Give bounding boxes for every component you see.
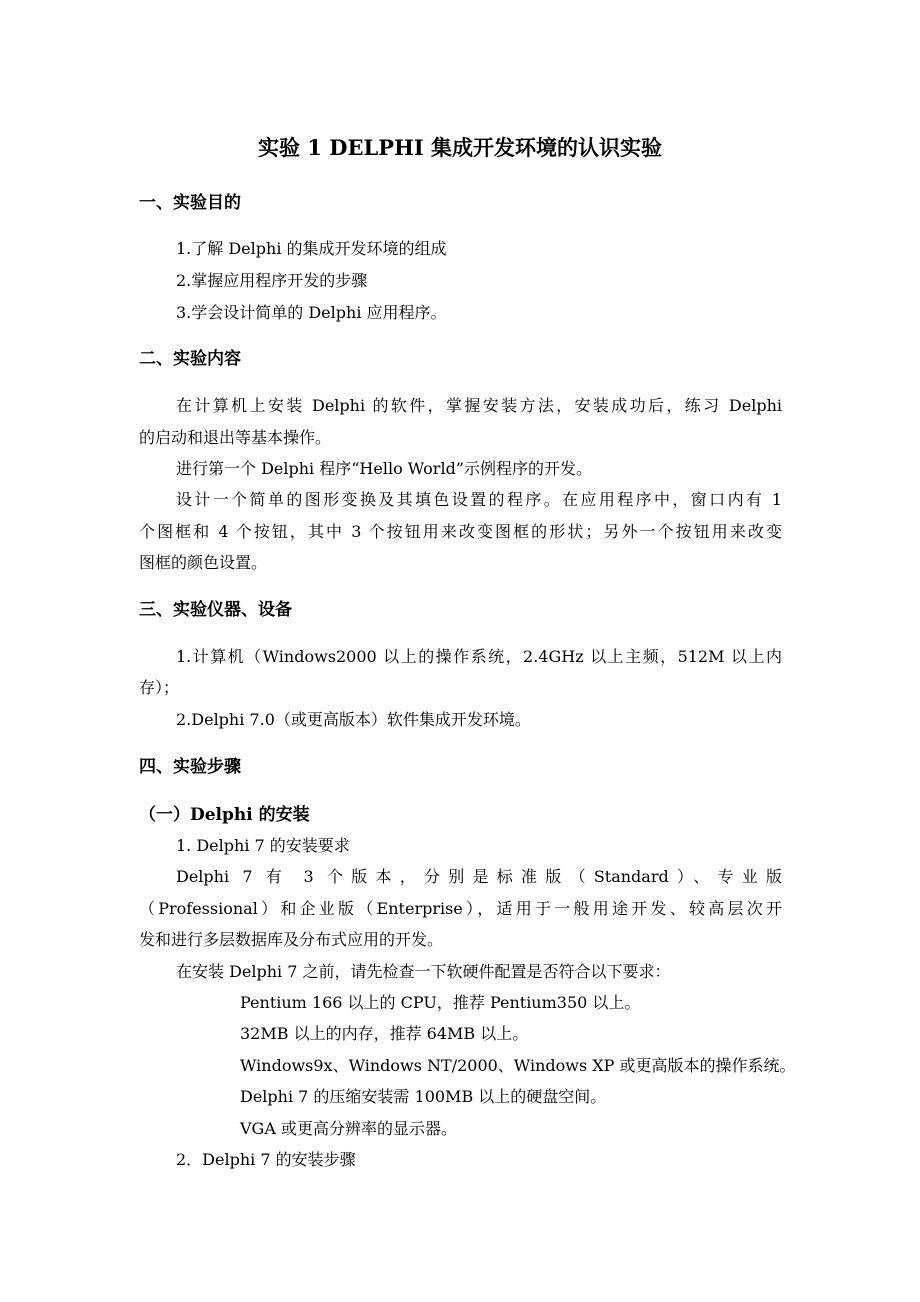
section-heading-purpose: 一、实验目的: [139, 193, 241, 213]
section-heading-steps: 四、实验步骤: [139, 757, 241, 777]
content-paragraph-2: 进行第一个 Delphi 程序“Hello World”示例程序的开发。: [176, 459, 592, 478]
equipment-item-1-line-1: 1.计算机（Windows2000 以上的操作系统，2.4GHz 以上主频，512M 以上内: [176, 647, 782, 666]
step-1-title: 1. Delphi 7 的安装要求: [176, 836, 350, 855]
requirement-item-1: Pentium 166 以上的 CPU，推荐 Pentium350 以上。: [240, 993, 641, 1012]
section-heading-content: 二、实验内容: [139, 349, 241, 369]
requirement-item-3: Windows9x、Windows NT/2000、Windows XP 或更高版本的操作系统。: [240, 1056, 796, 1075]
equipment-item-2: 2.Delphi 7.0（或更高版本）软件集成开发环境。: [176, 710, 531, 729]
content-paragraph-3-line-3: 图框的颜色设置。: [139, 553, 268, 572]
subsection-heading-install: （一）Delphi 的安装: [139, 805, 310, 825]
step-1-paragraph-1-line-2: （Professional）和企业版（Enterprise），适用于一般用途开发、较高层次开: [139, 899, 782, 918]
document-title: 实验 1 DELPHI 集成开发环境的认识实验: [258, 135, 662, 160]
step-2-title: 2．Delphi 7 的安装步骤: [176, 1150, 356, 1169]
purpose-item-3: 3.学会设计简单的 Delphi 应用程序。: [176, 303, 447, 322]
requirement-item-5: VGA 或更高分辨率的显示器。: [240, 1119, 457, 1138]
content-paragraph-3-line-2: 个图框和 4 个按钮，其中 3 个按钮用来改变图框的形状；另外一个按钮用来改变: [139, 522, 782, 541]
content-paragraph-1-line-2: 的启动和退出等基本操作。: [139, 428, 332, 447]
step-1-paragraph-1-line-3: 发和进行多层数据库及分布式应用的开发。: [139, 930, 444, 949]
requirement-item-4: Delphi 7 的压缩安装需 100MB 以上的硬盘空间。: [240, 1087, 607, 1106]
equipment-item-1-line-2: 存）；: [139, 678, 180, 697]
content-paragraph-3-line-1: 设计一个简单的图形变换及其填色设置的程序。在应用程序中，窗口内有 1: [176, 490, 782, 509]
step-1-paragraph-2: 在安装 Delphi 7 之前，请先检查一下软硬件配置是否符合以下要求：: [176, 962, 671, 981]
purpose-item-2: 2.掌握应用程序开发的步骤: [176, 271, 368, 290]
step-1-paragraph-1-line-1: Delphi 7 有 3 个版本，分别是标准版（Standard）、专业版: [176, 867, 782, 886]
purpose-item-1: 1.了解 Delphi 的集成开发环境的组成: [176, 239, 447, 258]
section-heading-equipment: 三、实验仪器、设备: [139, 600, 292, 620]
requirement-item-2: 32MB 以上的内存，推荐 64MB 以上。: [240, 1024, 529, 1043]
content-paragraph-1-line-1: 在计算机上安装 Delphi 的软件，掌握安装方法，安装成功后，练习 Delphi: [176, 396, 782, 415]
